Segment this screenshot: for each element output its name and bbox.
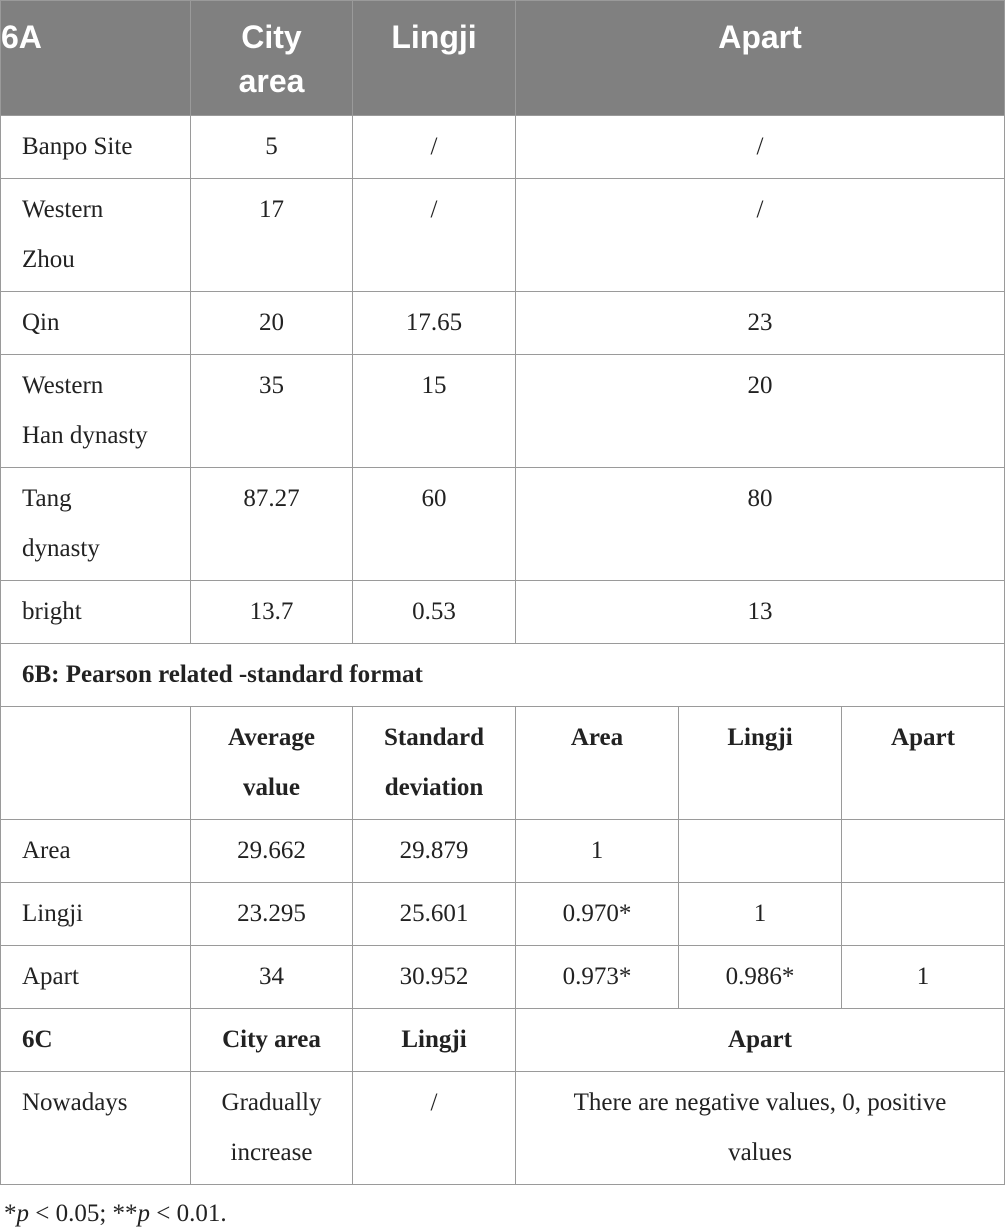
corr-area: 0.970* [516,883,679,946]
average-value: 34 [191,946,353,1009]
corr-apart: 1 [842,946,1005,1009]
row-name: bright [1,581,191,644]
table-6b-header-row [1,707,1005,820]
city-area-value: 20 [191,292,353,355]
table-row [1,581,1005,644]
city-area-value: 13.7 [191,581,353,644]
apart-value: 13 [516,581,1005,644]
table-row [1,355,1005,468]
city-area-value: 17 [191,179,353,292]
header-6c-label: 6C [1,1009,191,1072]
corr-area: 1 [516,820,679,883]
header-lingji: Lingji [353,1,516,116]
header-lingji: Lingji [679,707,842,820]
header-apart: Apart [516,1,1005,116]
lingji-value: 15 [353,355,516,468]
table-6a-header-row [1,1,1005,116]
header-6a-label: 6A [1,1,191,116]
lingji-value: / [353,179,516,292]
row-name: Qin [1,292,191,355]
table-row [1,468,1005,581]
apart-value: 23 [516,292,1005,355]
section-title-6b: 6B: Pearson related -standard format [1,644,1005,707]
corr-apart [842,820,1005,883]
row-name: Area [1,820,191,883]
table-row [1,883,1005,946]
standard-deviation-value: 29.879 [353,820,516,883]
table-row [1,820,1005,883]
header-average-value: Average value [191,707,353,820]
row-name: Apart [1,946,191,1009]
standard-deviation-value: 30.952 [353,946,516,1009]
lingji-value: 60 [353,468,516,581]
header-city-area: City area [191,1,353,116]
lingji-value: / [353,1072,516,1185]
city-area-value: Gradually increase [191,1072,353,1185]
apart-value: / [516,116,1005,179]
average-value: 23.295 [191,883,353,946]
table-row [1,1072,1005,1185]
header-area: Area [516,707,679,820]
apart-value: 80 [516,468,1005,581]
table-row [1,116,1005,179]
corr-lingji [679,820,842,883]
average-value: 29.662 [191,820,353,883]
city-area-value: 35 [191,355,353,468]
header-apart: Apart [516,1009,1005,1072]
table-row [1,946,1005,1009]
row-name: Nowadays [1,1072,191,1185]
table-row [1,292,1005,355]
header-standard-deviation: Standard deviation [353,707,516,820]
table-6b-title-row [1,644,1005,707]
city-area-value: 87.27 [191,468,353,581]
lingji-value: 0.53 [353,581,516,644]
corr-area: 0.973* [516,946,679,1009]
header-city-area: City area [191,1009,353,1072]
apart-value: 20 [516,355,1005,468]
corr-lingji: 0.986* [679,946,842,1009]
lingji-value: / [353,116,516,179]
apart-value: / [516,179,1005,292]
corr-apart [842,883,1005,946]
row-name: Tang dynasty [1,468,191,581]
table-row [1,179,1005,292]
row-name: Western Zhou [1,179,191,292]
city-area-value: 5 [191,116,353,179]
empty-cell [1,707,191,820]
lingji-value: 17.65 [353,292,516,355]
standard-deviation-value: 25.601 [353,883,516,946]
header-apart: Apart [842,707,1005,820]
row-name: Lingji [1,883,191,946]
corr-lingji: 1 [679,883,842,946]
footnote: *p < 0.05; **p < 0.01. [4,1200,227,1227]
table-6c-header-row [1,1009,1005,1072]
apart-value: There are negative values, 0, positive values [516,1072,1005,1185]
row-name: Western Han dynasty [1,355,191,468]
header-lingji: Lingji [353,1009,516,1072]
row-name: Banpo Site [1,116,191,179]
